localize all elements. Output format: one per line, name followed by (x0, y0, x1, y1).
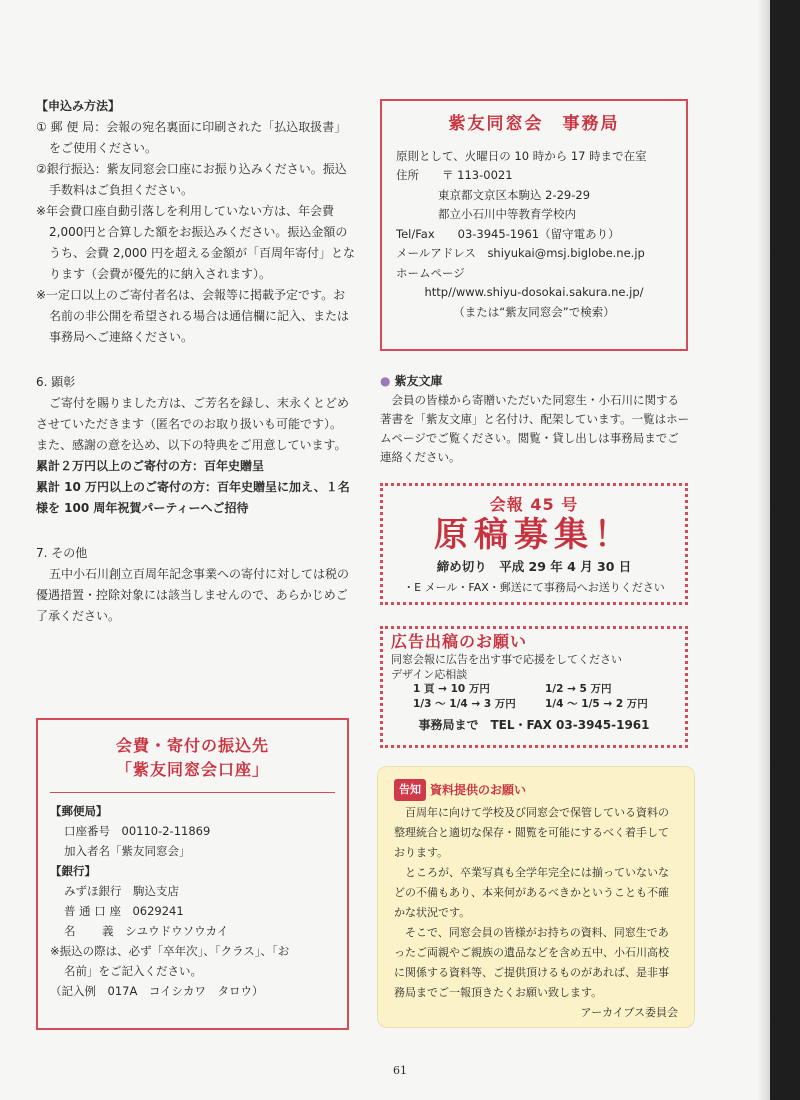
web-search-hint: （または“紫友同窓会”で検索） (453, 304, 615, 319)
section-7-line2: 優遇措置・控除対象には該当しませんので、あらかじめご (36, 588, 348, 602)
bank-heading: 【銀行】 (50, 864, 96, 878)
address-line2: 都立小石川中等教育学校内 (438, 207, 576, 221)
note2-line3: 事務局へご連絡ください。 (49, 330, 194, 344)
page-fold-shadow (758, 0, 770, 1100)
note1-line4: ります（会費が優先的に納入されます）。 (49, 267, 272, 281)
apply-item-postal-1: ① 郵 便 局：会報の宛名裏面に印刷された「払込取扱書」 (36, 120, 347, 134)
bunko-section (380, 372, 700, 467)
bullet-dot-icon: ● (380, 374, 391, 388)
notice-badge: 告知 (394, 779, 426, 801)
account-holder: 加入者名「紫友同窓会」 (64, 844, 191, 858)
transfer-note-2: 名前」をご記入ください。 (64, 964, 202, 978)
ad-price: 1 頁 → 10 万円 (413, 683, 490, 695)
post-office-heading: 【郵便局】 (50, 804, 108, 818)
note2-line1: ※一定口以上のご寄付者名は、会報等に掲載予定です。お (36, 288, 346, 302)
section-7-line3: 了承ください。 (36, 609, 121, 623)
ad-line1: 同窓会報に広告を出す事で応援をしてください (391, 653, 622, 666)
mail-label: メールアドレス (396, 246, 476, 260)
ad-price: 1/2 → 5 万円 (545, 683, 612, 695)
web-url: http//www.shiyu-dosokai.sakura.ne.jp/ (424, 285, 644, 299)
address-label: 住所 (396, 168, 419, 182)
apply-item-bank-1: ②銀行振込：紫友同窓会口座にお振り込みください。振込 (36, 162, 347, 176)
ad-title: 広告出稿のお願い (391, 632, 528, 651)
divider (50, 792, 335, 793)
note1-line3: うち、会費 2,000 円を超える金額が「百周年寄付」とな (49, 246, 355, 260)
ad-line2: デザイン応相談 (391, 668, 468, 681)
submission-note: ・E メール・FAX・郵送にて事務局へお送りください (403, 581, 665, 594)
bank-branch: みずほ銀行 駒込支店 (64, 884, 179, 898)
bunko-line4: 連絡ください。 (380, 450, 461, 464)
note2-line2: 名前の非公開を希望される場合は通信欄に記入、または (49, 309, 350, 323)
perk-2-line2: 様を 100 周年祝賀パーティーへご招待 (36, 501, 249, 515)
bank-account: 普 通 口 座 0629241 (64, 904, 184, 918)
section-6-line3: また、感謝の意を込め、以下の特典をご用意しています。 (36, 438, 347, 452)
section-6-line1: ご寄付を賜りました方は、ご芳名を録し、末永くとどめ (49, 396, 350, 410)
archive-signature: アーカイブス委員会 (580, 1006, 678, 1019)
tel-label: Tel/Fax (396, 226, 435, 241)
transfer-title-1: 会費・寄付の振込先 (115, 736, 269, 755)
bunko-line2: 著書を「紫友文庫」と名付け、配架しています。一覧はホー (380, 412, 690, 426)
page-edge (770, 0, 800, 1100)
transfer-note-1: ※振込の際は、必ず「卒年次」、「クラス」、「お (50, 944, 290, 958)
apply-item-bank-2: 手数料はご負担ください。 (49, 183, 194, 197)
office-box (380, 99, 688, 351)
office-title: 紫友同窓会 事務局 (448, 114, 620, 134)
web-label: ホームページ (396, 265, 465, 280)
section-7-title: 7. その他 (36, 546, 88, 560)
postal-code: 〒 113-0021 (442, 168, 513, 182)
section-6-line2: させていただきます（匿名でのお取り扱いも可能です）。 (36, 417, 343, 431)
note1-line2: 2,000円と合算した額をお振込みください。振込金額の (49, 225, 348, 239)
archive-title: 資料提供のお願い (430, 783, 527, 797)
transfer-title-2: 「紫友同窓会口座」 (115, 760, 269, 779)
ad-price: 1/4 〜 1/5 → 2 万円 (545, 698, 648, 710)
archive-paragraph-2: ところが、卒業写真も全学年完全には揃っていないなどの不備もあり、本来何があるべきかということも不確かな状況です。 (394, 866, 669, 919)
bunko-line1: 会員の皆様から寄贈いただいた同窓生・小石川に関する (391, 393, 679, 407)
transfer-account-box (36, 718, 349, 1030)
ad-price-table (391, 682, 677, 712)
account-number: 口座番号 00110-2-11869 (64, 824, 211, 838)
ad-contact: 事務局まで TEL・FAX 03-3945-1961 (418, 718, 650, 732)
page-number: 61 (393, 1064, 407, 1077)
ad-price: 1/3 〜 1/4 → 3 万円 (413, 698, 516, 710)
archive-paragraph-1: 百周年に向けて学校及び同窓会で保管している資料の整理統合と適切な保存・閲覧を可能にするべく着手しております。 (394, 806, 669, 859)
office-hours: 原則として、火曜日の 10 時から 17 時まで在室 (396, 148, 647, 163)
issue-number: 会報 45 号 (489, 495, 579, 514)
perk-2-line1: 累計 10 万円以上のご寄付の方：百年史贈呈に加え、１名 (36, 480, 350, 494)
apply-item-postal-2: をご使用ください。 (49, 141, 158, 155)
perk-1: 累計２万円以上のご寄付の方：百年史贈呈 (36, 459, 265, 473)
bank-holder: 名 義 シユウドウソウカイ (64, 924, 229, 938)
archive-notice (377, 766, 695, 1028)
apply-title: 【申込み方法】 (36, 99, 121, 113)
deadline: 締め切り 平成 29 年 4 月 30 日 (436, 559, 632, 574)
section-6-title: 6. 顕彰 (36, 375, 76, 389)
bunko-line3: ムページでご覧ください。閲覧・貸し出しは事務局までご (380, 431, 679, 445)
mail-value: shiyukai@msj.biglobe.ne.jp (487, 246, 645, 260)
manuscript-headline: 原稿募集！ (434, 515, 634, 555)
bunko-title: 紫友文庫 (394, 374, 443, 388)
tel-value: 03-3945-1961（留守電あり） (457, 226, 620, 241)
note1-line1: ※年会費口座自動引落しを利用していない方は、年会費 (36, 204, 335, 218)
archive-paragraph-3: そこで、同窓会員の皆様がお持ちの資料、同窓生であったご両親やご親族の遺品などを含め五中、小石川高校に関係する資料等、ご提供頂けるものがあれば、是非事務局までご一報頂きたくお願い致します。 (394, 926, 669, 999)
address-line1: 東京都文京区本駒込 2-29-29 (438, 187, 591, 202)
left-column (36, 96, 366, 627)
ad-request-box (380, 626, 688, 748)
transfer-note-3: （記入例 017A コイシカワ タロウ） (50, 984, 264, 998)
section-7-line1: 五中小石川創立百周年記念事業への寄付に対しては税の (49, 567, 350, 581)
manuscript-call-box (380, 483, 688, 605)
